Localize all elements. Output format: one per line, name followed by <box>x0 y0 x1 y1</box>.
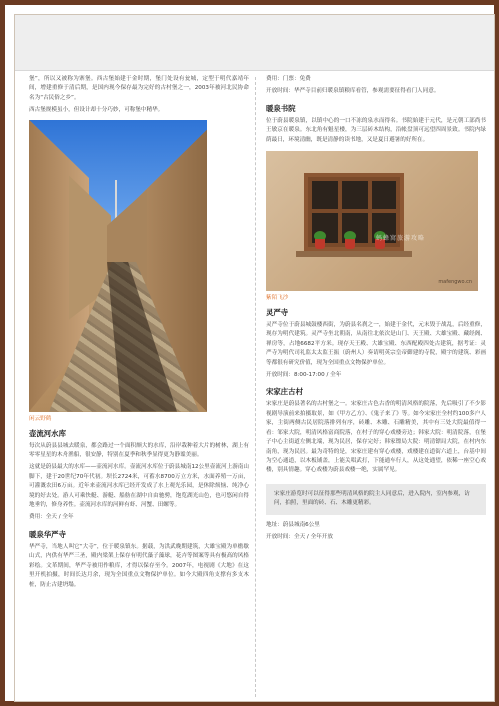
huayan-hours: 开放时间：华严寺目前归暖泉镇粮库看管，参观需要征得看门人同意。 <box>266 88 440 95</box>
section-title-lingyan: 灵严寺 <box>266 308 289 318</box>
section-title-songjiazhuang: 宋家庄古村 <box>266 387 303 397</box>
old-lane-photo <box>29 120 207 412</box>
mafengwo-logo: mafengwo.cn <box>438 279 472 286</box>
lingyan-paragraph: 灵严寺位于蔚县城鼓楼西街，为蔚县名刹之一，始建于金代，元末毁于战乱，后经重修，现存为明代建筑。灵严寺坐北朝南，从南往北依次是山门、天王殿、大雄宝殿、藏经阁、禅房等，占地6682平方米。现存天王殿、大雄宝殿、东西配殿四处古建筑，据考证：灵严寺为明代司礼监太太监王振（蔚州人）奏请明英宗皇帝御建的寺院，殿宇的建筑、彩画等都很有研究价值，现为全国重点文物保护单位。 <box>266 322 486 366</box>
right-column <box>266 75 486 542</box>
section-title-academy: 暖泉书院 <box>266 103 296 113</box>
section-title-reservoir: 壶流河水库 <box>29 428 66 438</box>
reservoir-fee: 费用：全天 / 全年 <box>29 514 74 521</box>
songjiazhuang-hours: 开放时间：全天 / 全年开放 <box>266 533 333 540</box>
songjiazhuang-paragraph: 宋家庄是蔚县著名的古村堡之一。宋家庄古色古香的明清风格的院落，先后吸引了不少影视剧导演前来拍摄取景，如《甲方乙方》、《鬼子来了》等。如今宋家庄全村约100多户人家，主街两侧古民居院落排列有序，砖雕、木雕、石雕精美，其中有三处大院最值得一看：邹家大院，明清风格富商院落，在村子的穿心戏楼旁边；韩家大院：明清院落，在堡子中心主街道左侧北端，现为民居，保存完好；韩家镖局大院：明清镖局大院，在村内东南角，现为民居。最为奇特的是，宋家庄建有穿心戏楼，戏楼建在道街六道上，台基中间为空心通道，以木板铺盖，上能关唱武打，下能通车行人，从这处通望，依稀一座空心戏楼，别具情趣。穿心戏楼为蔚县戏楼一绝，实属罕见。 <box>266 401 486 474</box>
photo-watermark: 蚂蜂窝旅游攻略 <box>376 235 426 243</box>
academy-paragraph: 位于蔚县暖泉镇，以镇中心的一口不冻的泉水而得名。书院始建于元代，是元朝工部尚书王敏京在暖泉。东北角有魁星楼，为三层砖木结构，沿帐盘顶可远望四周景致。书院内绿荫最日，环境清幽，既是清静的读书地，又是夏日避暑的好所在。 <box>266 117 486 143</box>
section-title-huayan: 暖泉华严寺 <box>29 529 66 539</box>
page-inner <box>14 14 495 702</box>
window-photo <box>266 151 478 291</box>
intro-paragraph-1: 堡”，所以又被称为寨堡。西古堡始建于金时期，堡门处设有瓮城，定型于明代嘉靖年间，增建重修于清后期，是国内现今保存最为完好的古村堡之一，2003年被河北民协命名为“古民俗之乡”。 <box>29 76 249 101</box>
header-band <box>15 15 494 71</box>
intro-paragraph-2: 西古堡规模虽小，但设计却十分巧妙，可称堡中精华。 <box>29 107 164 114</box>
tip-box: 宋家庄游览时可以征得那些明清风格的院主人同意后，进入院内，室内参观，访问，拍照，里面的砖、石、木雕更精彩。 <box>266 484 486 515</box>
photo2-caption: 紫陌飞沙 <box>266 295 289 302</box>
column-divider <box>255 77 256 697</box>
songjiazhuang-address: 地址：蔚县城南6公里 <box>266 521 320 528</box>
huayan-fee: 费用：门票：免费 <box>266 76 311 82</box>
lingyan-hours: 开放时间：8:00-17:00 / 全年 <box>266 372 342 379</box>
photo1-caption: 闲云野鹤 <box>29 415 52 422</box>
left-column <box>29 75 249 590</box>
reservoir-paragraph-2: 这就是蔚县最大的水库——壶流河水库。壶流河水库位于蔚县城南12公里壶流河上游南山脚下，建于20世纪70年代初。坝长2724米，可蓄水8700万立方米，水面养殖一万亩，可灌溉农田6万亩。近年来壶流河水库已经开发成了水上观光乐园，是休除烦恼、纯净心境的好去处。游人可乘快艇、游艇、船舫在湖中自由驰骋，饱览湖光山色，也可悠闲自得地垂钓，修身养性。壶流河水库的河鲜有虾、河蟹、田螺等。 <box>29 464 249 509</box>
reservoir-paragraph-1: 每次从蔚县县城去暖泉，都会路过一个面积颇大的水库，沿岸栽种着大片的树林，湖上有零零星星的木舟渔船，很安静，特别在夏季和秋季显得更为静谧美丽。 <box>29 442 249 459</box>
huayan-paragraph: 华严寺，当地人叫它“大寺”，位于暖泉镇东。据载，为洪武晚期建筑，大雄宝殿为单檐歇山式，内供有华严三圣，殿内梁架上保存有明代藻子藻球，花卉等图案等具有极高的风格彩绘。文革期间，华严寺被用作粮库，才得以保存至今。2007年，电视剧《大地》在这里开机拍摄，时间长达月余，现为全国重点文物保护单位。如今大殿四角支撑有多支木桩，防止古建坍塌。 <box>29 543 249 588</box>
